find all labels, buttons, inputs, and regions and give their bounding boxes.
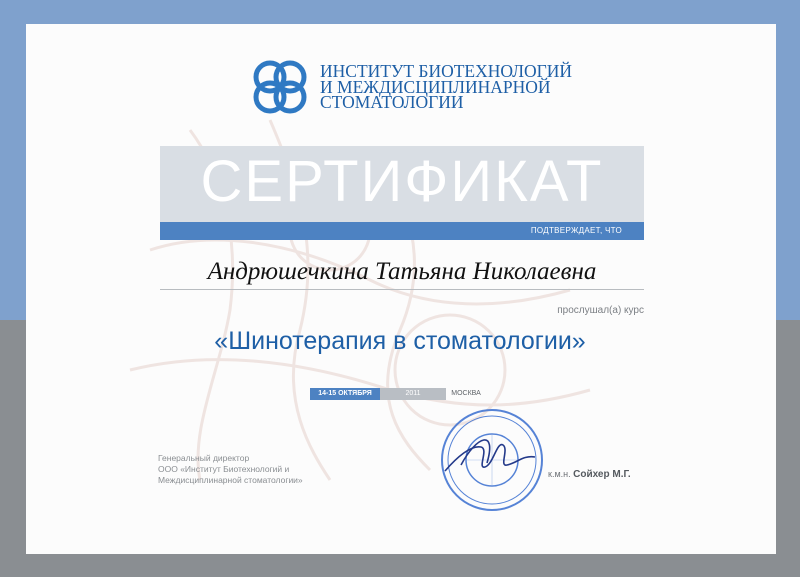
course-year: 2011 <box>380 388 446 400</box>
completed-label: прослушал(а) курс <box>557 305 644 316</box>
signer <box>548 469 631 480</box>
name-underline <box>160 289 644 290</box>
institute-line-3: СТОМАТОЛОГИИ <box>320 92 464 112</box>
director-block <box>158 453 303 486</box>
director-line-2: ООО «Институт Биотехнологий и <box>158 464 290 474</box>
director-line-3: Междисциплинарной стоматологии» <box>158 475 303 485</box>
confirms-label: ПОДТВЕРЖДАЕТ, ЧТО <box>530 226 622 235</box>
director-line-1: Генеральный директор <box>158 453 250 463</box>
certificate-title: СЕРТИФИКАТ <box>200 149 604 214</box>
signature-icon <box>445 440 535 471</box>
stamp-seal-icon <box>437 405 547 515</box>
signer-title: к.м.н. <box>548 469 571 479</box>
institute-line-1: ИНСТИТУТ БИОТЕХНОЛОГИЙ <box>320 61 573 81</box>
course-title: «Шинотерапия в стоматологии» <box>214 327 586 355</box>
institute-name <box>320 61 600 112</box>
course-city: МОСКВА <box>451 390 481 397</box>
recipient-name: Андрюшечкина Татьяна Николаевна <box>207 258 597 285</box>
institute-line-2: И МЕЖДИСЦИПЛИНАРНОЙ <box>320 76 551 97</box>
course-dates: 14-15 ОКТЯБРЯ <box>310 388 380 400</box>
signer-name: Сойхер М.Г. <box>573 469 631 480</box>
logo-rings-icon <box>248 55 312 119</box>
